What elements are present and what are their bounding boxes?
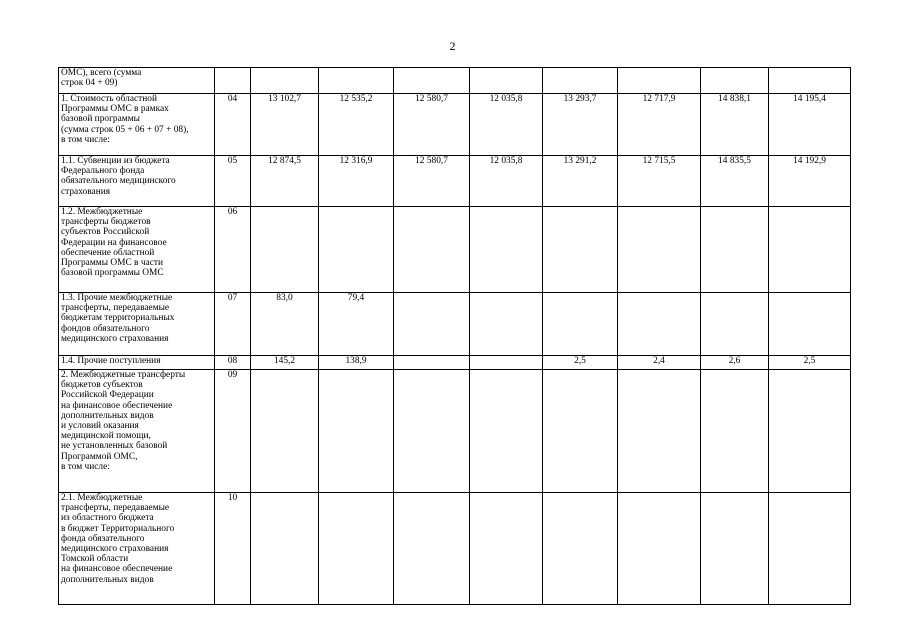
row-label: 1.3. Прочие межбюджетные трансферты, передаваемые бюджетам территориальных фондов обязательного медицинского страхования bbox=[59, 293, 215, 356]
row-label: 1.2. Межбюджетные трансферты бюджетов субъектов Российской Федерации на финансовое обеспечение областной Программы ОМС в части базовой программы ОМС bbox=[59, 207, 215, 293]
table-row bbox=[59, 207, 851, 293]
value-cell bbox=[394, 207, 470, 293]
value-cell bbox=[470, 356, 543, 370]
value-cell bbox=[394, 356, 470, 370]
table-row bbox=[59, 68, 851, 94]
value-cell bbox=[618, 493, 701, 605]
value-cell bbox=[470, 68, 543, 94]
table-row bbox=[59, 356, 851, 370]
value-cell: 2,6 bbox=[701, 356, 769, 370]
row-code: 10 bbox=[215, 493, 251, 605]
value-cell bbox=[701, 207, 769, 293]
row-code: 04 bbox=[215, 94, 251, 156]
value-cell bbox=[394, 493, 470, 605]
row-code bbox=[215, 68, 251, 94]
value-cell: 12 035,8 bbox=[470, 156, 543, 207]
value-cell bbox=[251, 68, 319, 94]
value-cell bbox=[470, 293, 543, 356]
value-cell bbox=[251, 493, 319, 605]
value-cell: 12 535,2 bbox=[319, 94, 394, 156]
row-code: 08 bbox=[215, 356, 251, 370]
value-cell bbox=[394, 293, 470, 356]
table-row bbox=[59, 293, 851, 356]
value-cell: 13 293,7 bbox=[543, 94, 618, 156]
value-cell: 12 717,9 bbox=[618, 94, 701, 156]
value-cell: 13 102,7 bbox=[251, 94, 319, 156]
value-cell: 12 316,9 bbox=[319, 156, 394, 207]
value-cell bbox=[470, 370, 543, 493]
value-cell bbox=[618, 293, 701, 356]
value-cell: 12 580,7 bbox=[394, 156, 470, 207]
value-cell bbox=[618, 207, 701, 293]
value-cell bbox=[319, 370, 394, 493]
value-cell bbox=[319, 493, 394, 605]
value-cell: 14 835,5 bbox=[701, 156, 769, 207]
value-cell bbox=[543, 493, 618, 605]
value-cell: 2,5 bbox=[543, 356, 618, 370]
value-cell bbox=[769, 68, 851, 94]
value-cell bbox=[543, 370, 618, 493]
value-cell: 2,4 bbox=[618, 356, 701, 370]
value-cell: 12 874,5 bbox=[251, 156, 319, 207]
value-cell bbox=[251, 370, 319, 493]
row-code: 07 bbox=[215, 293, 251, 356]
value-cell: 12 035,8 bbox=[470, 94, 543, 156]
row-label: 1. Стоимость областной Программы ОМС в рамках базовой программы (сумма строк 05 + 06 + 07 + 08), в том числе: bbox=[59, 94, 215, 156]
value-cell: 12 715,5 bbox=[618, 156, 701, 207]
value-cell bbox=[618, 370, 701, 493]
value-cell bbox=[618, 68, 701, 94]
value-cell: 83,0 bbox=[251, 293, 319, 356]
value-cell bbox=[543, 68, 618, 94]
budget-table bbox=[58, 67, 851, 605]
value-cell: 138,9 bbox=[319, 356, 394, 370]
row-code: 05 bbox=[215, 156, 251, 207]
value-cell: 14 192,9 bbox=[769, 156, 851, 207]
value-cell: 2,5 bbox=[769, 356, 851, 370]
table-row bbox=[59, 370, 851, 493]
value-cell bbox=[470, 493, 543, 605]
row-label: 1.4. Прочие поступления bbox=[59, 356, 215, 370]
value-cell: 145,2 bbox=[251, 356, 319, 370]
value-cell: 13 291,2 bbox=[543, 156, 618, 207]
value-cell: 14 838,1 bbox=[701, 94, 769, 156]
value-cell bbox=[769, 493, 851, 605]
row-label: 2. Межбюджетные трансферты бюджетов субъектов Российской Федерации на финансовое обеспечение дополнительных видов и условий оказания медицинской помощи, не установленных базовой Программой ОМС, в том числе: bbox=[59, 370, 215, 493]
row-label: 2.1. Межбюджетные трансферты, передаваемые из областного бюджета в бюджет Территориального фонда обязательного медицинского страхования Томской области на финансовое обеспечение дополнительных видов bbox=[59, 493, 215, 605]
value-cell bbox=[701, 293, 769, 356]
value-cell: 12 580,7 bbox=[394, 94, 470, 156]
value-cell bbox=[701, 68, 769, 94]
value-cell bbox=[319, 207, 394, 293]
page-number: 2 bbox=[449, 39, 456, 53]
row-code: 06 bbox=[215, 207, 251, 293]
table-row bbox=[59, 156, 851, 207]
value-cell bbox=[769, 293, 851, 356]
value-cell bbox=[394, 370, 470, 493]
value-cell bbox=[319, 68, 394, 94]
row-label: 1.1. Субвенции из бюджета Федерального фонда обязательного медицинского страхования bbox=[59, 156, 215, 207]
value-cell: 14 195,4 bbox=[769, 94, 851, 156]
value-cell bbox=[701, 493, 769, 605]
value-cell bbox=[394, 68, 470, 94]
value-cell bbox=[701, 370, 769, 493]
value-cell bbox=[543, 293, 618, 356]
row-label: ОМС), всего (сумма строк 04 + 09) bbox=[59, 68, 215, 94]
table-row bbox=[59, 94, 851, 156]
value-cell: 79,4 bbox=[319, 293, 394, 356]
value-cell bbox=[769, 207, 851, 293]
value-cell bbox=[769, 370, 851, 493]
table-row bbox=[59, 493, 851, 605]
row-code: 09 bbox=[215, 370, 251, 493]
value-cell bbox=[543, 207, 618, 293]
value-cell bbox=[470, 207, 543, 293]
value-cell bbox=[251, 207, 319, 293]
